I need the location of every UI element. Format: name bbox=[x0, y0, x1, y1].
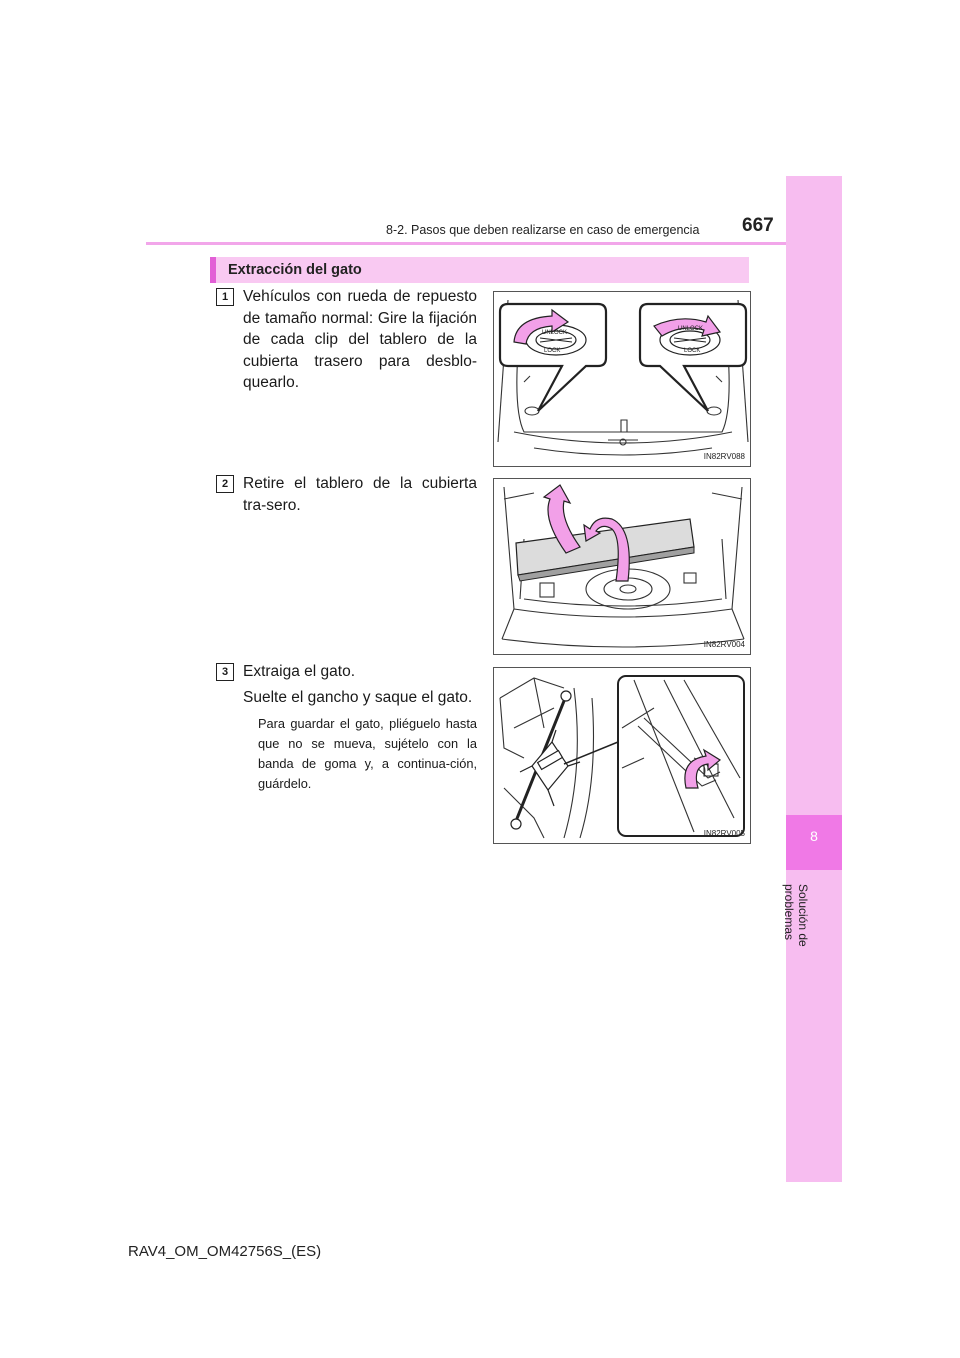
header-rule bbox=[146, 242, 786, 245]
step-number-3: 3 bbox=[216, 663, 234, 681]
trunk-board-illustration bbox=[494, 479, 751, 655]
section-heading-bar bbox=[210, 257, 749, 283]
unlock-label-left: UNLOCK bbox=[542, 330, 568, 336]
lock-label-left: LOCK bbox=[544, 348, 561, 354]
figure-code: IN82RV005 bbox=[703, 829, 745, 838]
lock-label-right: LOCK bbox=[684, 348, 701, 354]
figure-remove-jack bbox=[493, 667, 751, 844]
step-number-2: 2 bbox=[216, 475, 234, 493]
page-number: 667 bbox=[742, 215, 774, 236]
unlock-label-right: UNLOCK bbox=[678, 326, 704, 332]
side-tab bbox=[782, 176, 842, 1182]
chapter-title: Solución de problemas bbox=[782, 884, 810, 947]
step-number-1: 1 bbox=[216, 288, 234, 306]
section-title: Extracción del gato bbox=[228, 262, 362, 278]
document-id: RAV4_OM_OM42756S_(ES) bbox=[128, 1243, 322, 1260]
step-3-text: Extraiga el gato. bbox=[243, 663, 356, 680]
trunk-clips-illustration bbox=[494, 292, 751, 467]
figure-code: IN82RV004 bbox=[703, 640, 745, 649]
running-header: 8-2. Pasos que deben realizarse en caso de emergencia bbox=[386, 223, 700, 237]
step-2-text: Retire el tablero de la cubierta tra-sero. bbox=[243, 475, 477, 514]
figure-unlock-clips bbox=[493, 291, 751, 467]
jack-illustration bbox=[494, 668, 751, 844]
step-3-subtext: Suelte el gancho y saque el gato. bbox=[243, 689, 473, 706]
step-3-note: Para guardar el gato, pliéguelo hasta que no se mueva, sujételo con la banda de goma y, a continua-ción, guárdelo. bbox=[258, 716, 477, 791]
chapter-number: 8 bbox=[810, 828, 818, 844]
figure-remove-board bbox=[493, 478, 751, 655]
step-1-text: Vehículos con rueda de repuesto de tamaño normal: Gire la fijación de cada clip del tablero de la cubierta trasero para desblo-quearlo. bbox=[243, 288, 477, 391]
figure-code: IN82RV088 bbox=[703, 452, 745, 461]
